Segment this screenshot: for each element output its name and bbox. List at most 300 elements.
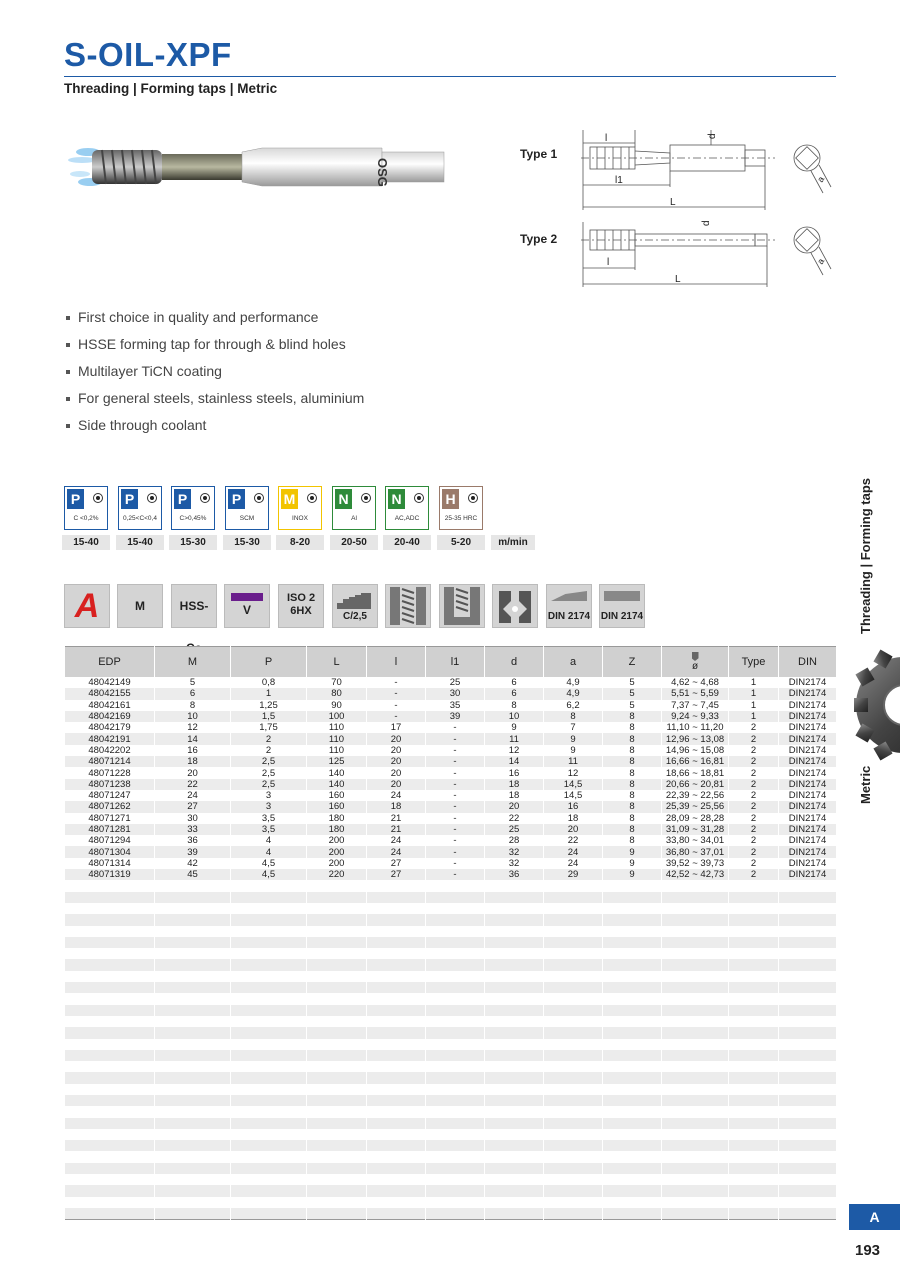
empty-cell bbox=[307, 1140, 367, 1151]
empty-cell bbox=[662, 948, 729, 959]
table-row bbox=[65, 756, 837, 767]
table-cell: 110 bbox=[307, 733, 367, 744]
dim-a-label-t2: a bbox=[815, 256, 827, 266]
table-cell: 110 bbox=[307, 722, 367, 733]
empty-cell bbox=[544, 880, 603, 891]
empty-cell bbox=[426, 1095, 485, 1106]
empty-cell bbox=[426, 1106, 485, 1117]
empty-cell bbox=[231, 1084, 307, 1095]
table-cell: 2 bbox=[729, 779, 779, 790]
empty-cell bbox=[603, 937, 662, 948]
empty-cell bbox=[544, 926, 603, 937]
table-cell: 125 bbox=[307, 756, 367, 767]
chapter-tab[interactable]: A bbox=[849, 1204, 900, 1230]
cutting-speed: 20-40 bbox=[383, 535, 431, 550]
empty-cell bbox=[729, 880, 779, 891]
empty-table-row bbox=[65, 982, 837, 993]
empty-cell bbox=[485, 1016, 544, 1027]
empty-cell bbox=[485, 1095, 544, 1106]
through-hole-shape-icon bbox=[386, 585, 430, 627]
table-cell: 2 bbox=[729, 869, 779, 880]
empty-cell bbox=[729, 948, 779, 959]
empty-cell bbox=[603, 914, 662, 925]
empty-cell bbox=[65, 1016, 155, 1027]
empty-cell bbox=[367, 1185, 426, 1196]
empty-cell bbox=[603, 880, 662, 891]
table-cell: 100 bbox=[307, 711, 367, 722]
table-cell: 4,5 bbox=[231, 869, 307, 880]
empty-cell bbox=[65, 903, 155, 914]
empty-cell bbox=[779, 948, 837, 959]
table-cell: DIN2174 bbox=[779, 745, 837, 756]
empty-cell bbox=[779, 1061, 837, 1072]
cutting-speed: 15-40 bbox=[62, 535, 110, 550]
empty-cell bbox=[544, 1095, 603, 1106]
empty-cell bbox=[779, 1118, 837, 1129]
table-cell: 36,80 ~ 37,01 bbox=[662, 846, 729, 857]
table-cell: - bbox=[426, 835, 485, 846]
empty-cell bbox=[662, 1084, 729, 1095]
empty-cell bbox=[729, 1005, 779, 1016]
table-cell: 14 bbox=[485, 756, 544, 767]
empty-cell bbox=[729, 914, 779, 925]
empty-table-row bbox=[65, 880, 837, 891]
table-cell: 42,52 ~ 42,73 bbox=[662, 869, 729, 880]
empty-cell bbox=[603, 1151, 662, 1162]
empty-cell bbox=[603, 1208, 662, 1220]
empty-cell bbox=[65, 1163, 155, 1174]
table-cell: 30 bbox=[426, 688, 485, 699]
material-letter: P bbox=[121, 489, 138, 509]
product-table bbox=[64, 646, 837, 1220]
empty-cell bbox=[426, 892, 485, 903]
table-row bbox=[65, 835, 837, 846]
table-cell: 180 bbox=[307, 813, 367, 824]
table-cell: 22,39 ~ 22,56 bbox=[662, 790, 729, 801]
table-cell: 10 bbox=[485, 711, 544, 722]
empty-cell bbox=[231, 1118, 307, 1129]
empty-cell bbox=[155, 1005, 231, 1016]
empty-cell bbox=[65, 1095, 155, 1106]
recommended-dot-icon bbox=[200, 493, 210, 503]
table-row bbox=[65, 869, 837, 880]
empty-cell bbox=[729, 1050, 779, 1061]
dim-l1-label: l1 bbox=[615, 175, 623, 186]
material-condition: SCM bbox=[239, 515, 255, 522]
empty-cell bbox=[231, 971, 307, 982]
drill-icon bbox=[692, 652, 699, 661]
table-cell: 4 bbox=[231, 846, 307, 857]
empty-cell bbox=[65, 1050, 155, 1061]
table-cell: 6 bbox=[485, 677, 544, 688]
table-cell: 4,62 ~ 4,68 bbox=[662, 677, 729, 688]
empty-cell bbox=[65, 1005, 155, 1016]
empty-cell bbox=[729, 937, 779, 948]
empty-cell bbox=[779, 892, 837, 903]
coolant-icon bbox=[492, 584, 538, 628]
empty-cell bbox=[485, 1163, 544, 1174]
empty-cell bbox=[155, 1039, 231, 1050]
table-row bbox=[65, 700, 837, 711]
table-cell: DIN2174 bbox=[779, 858, 837, 869]
table-cell: 20 bbox=[367, 779, 426, 790]
material-letter: N bbox=[388, 489, 405, 509]
empty-cell bbox=[779, 1140, 837, 1151]
empty-cell bbox=[367, 1084, 426, 1095]
table-cell: 11,10 ~ 11,20 bbox=[662, 722, 729, 733]
empty-cell bbox=[662, 1151, 729, 1162]
table-cell: 5 bbox=[603, 700, 662, 711]
table-cell: - bbox=[426, 858, 485, 869]
table-cell: 8 bbox=[603, 733, 662, 744]
empty-cell bbox=[485, 959, 544, 970]
empty-cell bbox=[426, 937, 485, 948]
empty-cell bbox=[485, 1027, 544, 1038]
table-cell: 2 bbox=[231, 733, 307, 744]
empty-cell bbox=[729, 1197, 779, 1208]
empty-cell bbox=[307, 1016, 367, 1027]
empty-cell bbox=[155, 948, 231, 959]
empty-cell bbox=[231, 1163, 307, 1174]
empty-cell bbox=[779, 1129, 837, 1140]
empty-cell bbox=[155, 1084, 231, 1095]
empty-cell bbox=[485, 982, 544, 993]
table-row bbox=[65, 733, 837, 744]
table-cell: - bbox=[426, 869, 485, 880]
empty-cell bbox=[307, 1197, 367, 1208]
speed-unit: m/min bbox=[491, 535, 535, 550]
table-cell: 2 bbox=[729, 733, 779, 744]
empty-cell bbox=[485, 892, 544, 903]
col-header-z: Z bbox=[603, 647, 662, 678]
feature-item: Side through coolant bbox=[64, 416, 364, 443]
table-row bbox=[65, 824, 837, 835]
empty-cell bbox=[729, 1027, 779, 1038]
empty-cell bbox=[662, 926, 729, 937]
table-cell: 8 bbox=[603, 779, 662, 790]
empty-cell bbox=[65, 1174, 155, 1185]
material-condition: C>0,45% bbox=[179, 515, 207, 522]
empty-cell bbox=[367, 1197, 426, 1208]
col-header-l: l bbox=[367, 647, 426, 678]
coating-v-icon: V bbox=[224, 584, 270, 628]
table-cell: 48071319 bbox=[65, 869, 155, 880]
empty-cell bbox=[662, 892, 729, 903]
table-cell: - bbox=[426, 756, 485, 767]
table-cell: 27 bbox=[367, 869, 426, 880]
table-cell: 24 bbox=[544, 846, 603, 857]
empty-cell bbox=[426, 993, 485, 1004]
empty-cell bbox=[231, 1005, 307, 1016]
table-cell: 8 bbox=[603, 801, 662, 812]
table-cell: 16 bbox=[155, 745, 231, 756]
table-cell: 48042161 bbox=[65, 700, 155, 711]
table-cell: 16,66 ~ 16,81 bbox=[662, 756, 729, 767]
table-cell: 5,51 ~ 5,59 bbox=[662, 688, 729, 699]
table-row bbox=[65, 790, 837, 801]
empty-cell bbox=[779, 1005, 837, 1016]
empty-cell bbox=[155, 1061, 231, 1072]
table-cell: 9 bbox=[603, 869, 662, 880]
empty-cell bbox=[155, 880, 231, 891]
empty-cell bbox=[662, 1039, 729, 1050]
empty-cell bbox=[155, 959, 231, 970]
table-cell: 32 bbox=[485, 846, 544, 857]
table-row bbox=[65, 801, 837, 812]
empty-cell bbox=[485, 993, 544, 1004]
table-cell: 35 bbox=[426, 700, 485, 711]
empty-cell bbox=[65, 959, 155, 970]
empty-cell bbox=[231, 1095, 307, 1106]
empty-cell bbox=[426, 1163, 485, 1174]
blind-hole-shape-icon bbox=[440, 585, 484, 627]
table-cell: 220 bbox=[307, 869, 367, 880]
table-cell: 48071281 bbox=[65, 824, 155, 835]
empty-cell bbox=[485, 1061, 544, 1072]
empty-cell bbox=[65, 948, 155, 959]
empty-cell bbox=[307, 971, 367, 982]
table-cell: - bbox=[426, 745, 485, 756]
empty-cell bbox=[662, 1095, 729, 1106]
empty-cell bbox=[231, 1185, 307, 1196]
table-cell: 2 bbox=[729, 745, 779, 756]
col-header-d: d bbox=[485, 647, 544, 678]
empty-table-row bbox=[65, 937, 837, 948]
empty-cell bbox=[544, 1106, 603, 1117]
recommended-dot-icon bbox=[361, 493, 371, 503]
empty-cell bbox=[544, 914, 603, 925]
table-cell: DIN2174 bbox=[779, 824, 837, 835]
table-cell: DIN2174 bbox=[779, 779, 837, 790]
page-subtitle: Threading | Forming taps | Metric bbox=[64, 81, 278, 96]
empty-cell bbox=[307, 892, 367, 903]
empty-cell bbox=[155, 971, 231, 982]
din-standard-icon: DIN 2174 bbox=[599, 584, 645, 628]
empty-cell bbox=[367, 1140, 426, 1151]
empty-cell bbox=[603, 959, 662, 970]
empty-cell bbox=[729, 959, 779, 970]
empty-cell bbox=[307, 1129, 367, 1140]
empty-cell bbox=[603, 1061, 662, 1072]
empty-cell bbox=[603, 1163, 662, 1174]
empty-cell bbox=[231, 1129, 307, 1140]
col-header-l1: l1 bbox=[426, 647, 485, 678]
recommended-dot-icon bbox=[93, 493, 103, 503]
table-cell: DIN2174 bbox=[779, 677, 837, 688]
empty-cell bbox=[307, 914, 367, 925]
table-cell: 39,52 ~ 39,73 bbox=[662, 858, 729, 869]
table-cell: 2,5 bbox=[231, 756, 307, 767]
table-cell: 90 bbox=[307, 700, 367, 711]
table-cell: DIN2174 bbox=[779, 813, 837, 824]
empty-cell bbox=[779, 1106, 837, 1117]
empty-cell bbox=[485, 1118, 544, 1129]
table-cell: DIN2174 bbox=[779, 835, 837, 846]
table-cell: 12 bbox=[544, 767, 603, 778]
table-cell: 24 bbox=[367, 846, 426, 857]
empty-cell bbox=[65, 993, 155, 1004]
table-cell: 31,09 ~ 31,28 bbox=[662, 824, 729, 835]
empty-cell bbox=[155, 993, 231, 1004]
table-cell: 24 bbox=[367, 790, 426, 801]
empty-cell bbox=[65, 1084, 155, 1095]
empty-cell bbox=[485, 903, 544, 914]
table-cell: 200 bbox=[307, 835, 367, 846]
empty-cell bbox=[155, 914, 231, 925]
empty-cell bbox=[603, 1005, 662, 1016]
empty-cell bbox=[65, 1129, 155, 1140]
empty-cell bbox=[544, 1016, 603, 1027]
table-cell: - bbox=[426, 813, 485, 824]
table-cell: 18 bbox=[367, 801, 426, 812]
empty-cell bbox=[231, 1151, 307, 1162]
table-cell: 48071271 bbox=[65, 813, 155, 824]
empty-cell bbox=[155, 1095, 231, 1106]
table-header-row bbox=[65, 647, 837, 678]
table-cell: DIN2174 bbox=[779, 711, 837, 722]
col-header-type: Type bbox=[729, 647, 779, 678]
empty-cell bbox=[603, 1095, 662, 1106]
empty-cell bbox=[662, 1118, 729, 1129]
empty-cell bbox=[729, 1174, 779, 1185]
table-cell: 22 bbox=[544, 835, 603, 846]
table-cell: 2 bbox=[729, 722, 779, 733]
table-cell: 16 bbox=[485, 767, 544, 778]
table-cell: 48042155 bbox=[65, 688, 155, 699]
material-condition: AC,ADC bbox=[394, 515, 420, 522]
empty-cell bbox=[231, 1174, 307, 1185]
empty-table-row bbox=[65, 971, 837, 982]
table-cell: 5 bbox=[603, 688, 662, 699]
empty-cell bbox=[779, 1039, 837, 1050]
empty-cell bbox=[65, 1072, 155, 1083]
empty-cell bbox=[231, 892, 307, 903]
empty-cell bbox=[155, 982, 231, 993]
empty-cell bbox=[307, 959, 367, 970]
empty-cell bbox=[65, 1208, 155, 1220]
empty-cell bbox=[367, 880, 426, 891]
table-cell: 1 bbox=[729, 688, 779, 699]
empty-cell bbox=[662, 1106, 729, 1117]
empty-cell bbox=[65, 971, 155, 982]
table-cell: 14 bbox=[155, 733, 231, 744]
empty-cell bbox=[603, 948, 662, 959]
table-cell: 48071247 bbox=[65, 790, 155, 801]
empty-cell bbox=[779, 1174, 837, 1185]
empty-cell bbox=[729, 1118, 779, 1129]
empty-table-row bbox=[65, 1185, 837, 1196]
empty-cell bbox=[426, 1185, 485, 1196]
table-cell: 8 bbox=[603, 835, 662, 846]
table-cell: 6,2 bbox=[544, 700, 603, 711]
table-row bbox=[65, 846, 837, 857]
application-a-icon: A bbox=[64, 584, 110, 628]
empty-cell bbox=[662, 1174, 729, 1185]
empty-table-row bbox=[65, 948, 837, 959]
empty-cell bbox=[603, 1129, 662, 1140]
empty-cell bbox=[231, 1106, 307, 1117]
col-header-L: L bbox=[307, 647, 367, 678]
empty-cell bbox=[662, 1005, 729, 1016]
empty-table-row bbox=[65, 1016, 837, 1027]
table-cell: 1 bbox=[231, 688, 307, 699]
table-cell: 9 bbox=[544, 733, 603, 744]
table-cell: 2 bbox=[729, 790, 779, 801]
table-cell: 200 bbox=[307, 858, 367, 869]
table-cell: 2 bbox=[729, 846, 779, 857]
table-cell: 9 bbox=[603, 858, 662, 869]
material-box bbox=[332, 486, 376, 530]
type1-label: Type 1 bbox=[520, 147, 558, 161]
cutting-speed: 20-50 bbox=[330, 535, 378, 550]
empty-table-row bbox=[65, 1118, 837, 1129]
empty-cell bbox=[367, 1061, 426, 1072]
empty-cell bbox=[155, 1118, 231, 1129]
forming-tap-gear-icon bbox=[842, 648, 900, 762]
table-cell: 33 bbox=[155, 824, 231, 835]
table-cell: 4,9 bbox=[544, 688, 603, 699]
empty-cell bbox=[485, 948, 544, 959]
empty-cell bbox=[662, 1163, 729, 1174]
empty-cell bbox=[544, 1140, 603, 1151]
empty-cell bbox=[307, 880, 367, 891]
feature-item: HSSE forming tap for through & blind holes bbox=[64, 335, 364, 362]
empty-cell bbox=[231, 993, 307, 1004]
table-cell: 14,96 ~ 15,08 bbox=[662, 745, 729, 756]
recommended-dot-icon bbox=[307, 493, 317, 503]
empty-cell bbox=[307, 926, 367, 937]
table-cell: 18 bbox=[485, 779, 544, 790]
table-cell: 48042191 bbox=[65, 733, 155, 744]
empty-cell bbox=[544, 971, 603, 982]
table-cell: 20,66 ~ 20,81 bbox=[662, 779, 729, 790]
empty-cell bbox=[426, 1208, 485, 1220]
empty-cell bbox=[662, 1185, 729, 1196]
empty-cell bbox=[779, 914, 837, 925]
table-cell: 6 bbox=[155, 688, 231, 699]
empty-cell bbox=[603, 892, 662, 903]
col-header-drill-diameter: ø bbox=[662, 647, 729, 678]
material-box bbox=[64, 486, 108, 530]
table-cell: 48042179 bbox=[65, 722, 155, 733]
table-cell: 10 bbox=[155, 711, 231, 722]
empty-cell bbox=[729, 971, 779, 982]
table-cell: 7 bbox=[544, 722, 603, 733]
tool-material-icon: HSS- bbox=[171, 584, 217, 628]
table-cell: 11 bbox=[485, 733, 544, 744]
table-cell: 25 bbox=[485, 824, 544, 835]
empty-cell bbox=[155, 926, 231, 937]
recommended-dot-icon bbox=[414, 493, 424, 503]
empty-cell bbox=[485, 1084, 544, 1095]
dim-l-label-t2: l bbox=[607, 257, 610, 268]
table-cell: 14,5 bbox=[544, 790, 603, 801]
empty-cell bbox=[231, 948, 307, 959]
empty-cell bbox=[367, 1050, 426, 1061]
empty-cell bbox=[367, 948, 426, 959]
table-cell: 2 bbox=[729, 824, 779, 835]
empty-table-row bbox=[65, 1005, 837, 1016]
type2-label: Type 2 bbox=[520, 232, 558, 246]
empty-cell bbox=[65, 926, 155, 937]
empty-cell bbox=[426, 1197, 485, 1208]
table-cell: 3 bbox=[231, 790, 307, 801]
empty-table-row bbox=[65, 903, 837, 914]
material-letter: P bbox=[228, 489, 245, 509]
empty-cell bbox=[485, 1174, 544, 1185]
empty-cell bbox=[307, 1005, 367, 1016]
table-cell: 48071294 bbox=[65, 835, 155, 846]
